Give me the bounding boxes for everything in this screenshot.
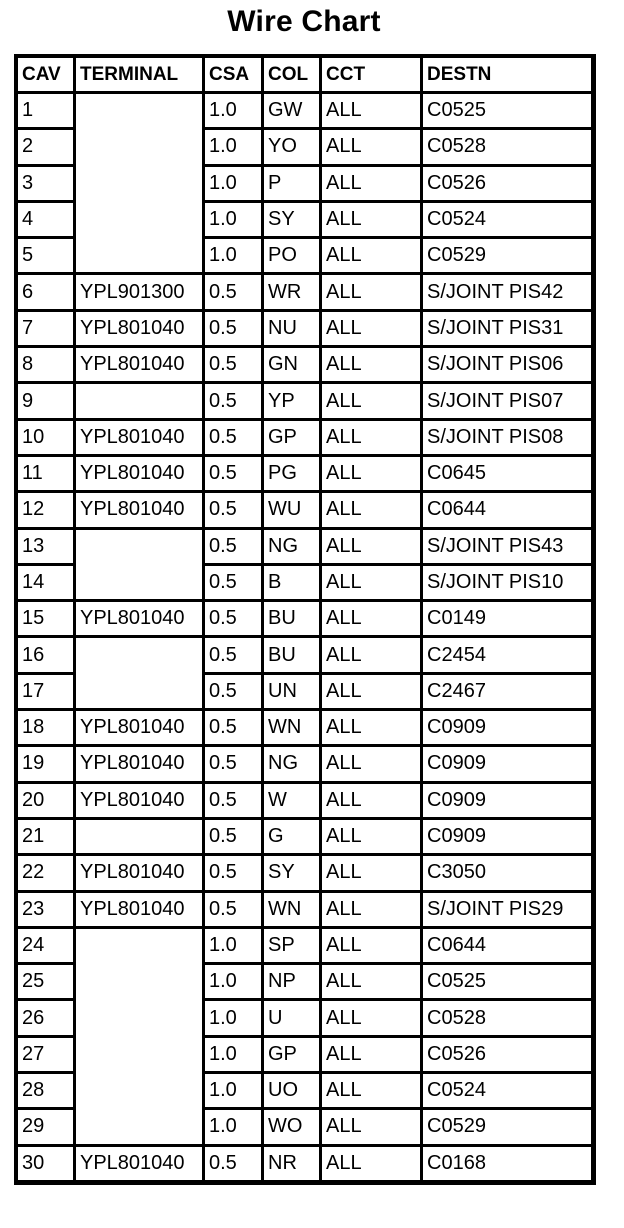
cell-destn: C0526 (422, 1037, 593, 1073)
cell-cct: ALL (321, 1073, 422, 1109)
cell-cav: 23 (17, 892, 75, 928)
table-row (17, 311, 593, 347)
cell-destn: C2454 (422, 637, 593, 673)
cell-destn: S/JOINT PIS42 (422, 274, 593, 310)
cell-terminal: YPL801040 (75, 311, 204, 347)
cell-cct: ALL (321, 855, 422, 891)
page-title: Wire Chart (227, 5, 381, 38)
cell-terminal: YPL801040 (75, 420, 204, 456)
cell-col: YO (263, 129, 321, 165)
cell-csa: 0.5 (204, 456, 263, 492)
cell-cav: 8 (17, 347, 75, 383)
header-terminal: TERMINAL (75, 57, 204, 93)
cell-destn: C0524 (422, 1073, 593, 1109)
cell-cct: ALL (321, 166, 422, 202)
cell-csa: 0.5 (204, 311, 263, 347)
cell-col: PO (263, 238, 321, 274)
cell-terminal (75, 928, 204, 1146)
cell-destn: C0524 (422, 202, 593, 238)
table-row (17, 783, 593, 819)
header-cav: CAV (17, 57, 75, 93)
cell-cav: 10 (17, 420, 75, 456)
cell-terminal: YPL801040 (75, 492, 204, 528)
cell-col: WN (263, 710, 321, 746)
cell-destn: C0528 (422, 129, 593, 165)
cell-cav: 26 (17, 1000, 75, 1036)
cell-terminal (75, 529, 204, 602)
cell-col: W (263, 783, 321, 819)
cell-cav: 9 (17, 383, 75, 419)
cell-terminal: YPL801040 (75, 456, 204, 492)
cell-csa: 0.5 (204, 819, 263, 855)
cell-col: P (263, 166, 321, 202)
cell-cct: ALL (321, 964, 422, 1000)
cell-cct: ALL (321, 383, 422, 419)
cell-col: G (263, 819, 321, 855)
cell-col: B (263, 565, 321, 601)
cell-col: NR (263, 1146, 321, 1182)
table-row (17, 928, 593, 964)
cell-destn: S/JOINT PIS29 (422, 892, 593, 928)
header-cct: CCT (321, 57, 422, 93)
cell-cav: 5 (17, 238, 75, 274)
cell-cav: 28 (17, 1073, 75, 1109)
table-row (17, 637, 593, 673)
cell-csa: 1.0 (204, 93, 263, 129)
cell-cct: ALL (321, 928, 422, 964)
cell-cct: ALL (321, 892, 422, 928)
cell-destn: C0526 (422, 166, 593, 202)
cell-col: GP (263, 420, 321, 456)
cell-cct: ALL (321, 93, 422, 129)
cell-cct: ALL (321, 819, 422, 855)
cell-col: U (263, 1000, 321, 1036)
cell-destn: C3050 (422, 855, 593, 891)
cell-csa: 0.5 (204, 565, 263, 601)
table-row (17, 819, 593, 855)
cell-cct: ALL (321, 274, 422, 310)
cell-col: NU (263, 311, 321, 347)
cell-terminal: YPL801040 (75, 601, 204, 637)
cell-destn: S/JOINT PIS10 (422, 565, 593, 601)
cell-cct: ALL (321, 1109, 422, 1145)
cell-csa: 0.5 (204, 637, 263, 673)
cell-cav: 24 (17, 928, 75, 964)
cell-terminal: YPL801040 (75, 1146, 204, 1182)
cell-terminal: YPL801040 (75, 892, 204, 928)
cell-cav: 29 (17, 1109, 75, 1145)
cell-destn: C0528 (422, 1000, 593, 1036)
cell-csa: 1.0 (204, 129, 263, 165)
cell-csa: 0.5 (204, 529, 263, 565)
cell-terminal (75, 383, 204, 419)
cell-csa: 0.5 (204, 347, 263, 383)
cell-cav: 11 (17, 456, 75, 492)
cell-cav: 3 (17, 166, 75, 202)
cell-col: NG (263, 529, 321, 565)
cell-cct: ALL (321, 1037, 422, 1073)
cell-destn: S/JOINT PIS43 (422, 529, 593, 565)
cell-cct: ALL (321, 202, 422, 238)
cell-cct: ALL (321, 674, 422, 710)
cell-cav: 21 (17, 819, 75, 855)
cell-cct: ALL (321, 783, 422, 819)
cell-col: PG (263, 456, 321, 492)
cell-csa: 1.0 (204, 166, 263, 202)
cell-col: GN (263, 347, 321, 383)
cell-terminal: YPL801040 (75, 710, 204, 746)
header-row (17, 57, 593, 93)
cell-cct: ALL (321, 529, 422, 565)
cell-destn: C0909 (422, 819, 593, 855)
cell-cct: ALL (321, 129, 422, 165)
cell-destn: S/JOINT PIS31 (422, 311, 593, 347)
cell-cav: 7 (17, 311, 75, 347)
cell-destn: C0909 (422, 710, 593, 746)
cell-col: WR (263, 274, 321, 310)
cell-csa: 0.5 (204, 492, 263, 528)
cell-cav: 2 (17, 129, 75, 165)
cell-col: UO (263, 1073, 321, 1109)
cell-col: NG (263, 746, 321, 782)
cell-cav: 13 (17, 529, 75, 565)
cell-csa: 0.5 (204, 855, 263, 891)
header-col: COL (263, 57, 321, 93)
table-row (17, 529, 593, 565)
header-csa: CSA (204, 57, 263, 93)
cell-cct: ALL (321, 710, 422, 746)
cell-csa: 1.0 (204, 1000, 263, 1036)
table-row (17, 456, 593, 492)
wire-chart-table (14, 54, 596, 1185)
cell-destn: C0525 (422, 964, 593, 1000)
cell-cav: 15 (17, 601, 75, 637)
cell-cct: ALL (321, 1000, 422, 1036)
cell-csa: 0.5 (204, 1146, 263, 1182)
cell-cav: 18 (17, 710, 75, 746)
cell-terminal (75, 819, 204, 855)
cell-terminal: YPL801040 (75, 746, 204, 782)
table-row (17, 892, 593, 928)
cell-destn: C0168 (422, 1146, 593, 1182)
cell-csa: 1.0 (204, 202, 263, 238)
cell-cct: ALL (321, 347, 422, 383)
cell-cav: 16 (17, 637, 75, 673)
cell-col: YP (263, 383, 321, 419)
cell-cct: ALL (321, 492, 422, 528)
cell-destn: C0529 (422, 238, 593, 274)
cell-csa: 0.5 (204, 601, 263, 637)
cell-col: NP (263, 964, 321, 1000)
cell-cav: 4 (17, 202, 75, 238)
table-row (17, 710, 593, 746)
cell-cav: 25 (17, 964, 75, 1000)
cell-csa: 1.0 (204, 964, 263, 1000)
cell-col: BU (263, 637, 321, 673)
cell-csa: 0.5 (204, 892, 263, 928)
cell-csa: 0.5 (204, 420, 263, 456)
cell-cct: ALL (321, 746, 422, 782)
cell-csa: 0.5 (204, 783, 263, 819)
header-destn: DESTN (422, 57, 593, 93)
cell-destn: C0644 (422, 928, 593, 964)
cell-csa: 1.0 (204, 1073, 263, 1109)
cell-cct: ALL (321, 637, 422, 673)
cell-destn: C0909 (422, 783, 593, 819)
cell-col: SY (263, 855, 321, 891)
cell-cct: ALL (321, 311, 422, 347)
cell-cav: 19 (17, 746, 75, 782)
cell-cav: 14 (17, 565, 75, 601)
cell-cav: 30 (17, 1146, 75, 1182)
cell-terminal: YPL901300 (75, 274, 204, 310)
cell-terminal: YPL801040 (75, 783, 204, 819)
cell-col: WU (263, 492, 321, 528)
table-row (17, 746, 593, 782)
cell-col: SP (263, 928, 321, 964)
cell-cav: 12 (17, 492, 75, 528)
table-row (17, 274, 593, 310)
cell-col: UN (263, 674, 321, 710)
cell-cav: 22 (17, 855, 75, 891)
cell-csa: 0.5 (204, 274, 263, 310)
cell-cav: 6 (17, 274, 75, 310)
cell-destn: C0525 (422, 93, 593, 129)
table-row (17, 1146, 593, 1182)
cell-terminal: YPL801040 (75, 347, 204, 383)
table-row (17, 347, 593, 383)
cell-destn: S/JOINT PIS07 (422, 383, 593, 419)
cell-csa: 1.0 (204, 1109, 263, 1145)
cell-csa: 1.0 (204, 1037, 263, 1073)
cell-destn: C0644 (422, 492, 593, 528)
table-row (17, 492, 593, 528)
cell-cct: ALL (321, 1146, 422, 1182)
cell-cav: 20 (17, 783, 75, 819)
cell-destn: C0149 (422, 601, 593, 637)
cell-csa: 1.0 (204, 928, 263, 964)
table-row (17, 855, 593, 891)
cell-cct: ALL (321, 420, 422, 456)
cell-destn: C2467 (422, 674, 593, 710)
cell-csa: 0.5 (204, 383, 263, 419)
table-row (17, 601, 593, 637)
cell-cct: ALL (321, 456, 422, 492)
cell-terminal: YPL801040 (75, 855, 204, 891)
cell-col: SY (263, 202, 321, 238)
cell-cct: ALL (321, 238, 422, 274)
cell-csa: 0.5 (204, 674, 263, 710)
cell-col: BU (263, 601, 321, 637)
table-row (17, 420, 593, 456)
cell-cct: ALL (321, 565, 422, 601)
cell-terminal (75, 93, 204, 274)
cell-csa: 1.0 (204, 238, 263, 274)
cell-destn: S/JOINT PIS08 (422, 420, 593, 456)
cell-cav: 1 (17, 93, 75, 129)
cell-col: GW (263, 93, 321, 129)
cell-col: WN (263, 892, 321, 928)
cell-col: GP (263, 1037, 321, 1073)
cell-csa: 0.5 (204, 710, 263, 746)
table-row (17, 383, 593, 419)
table-row (17, 93, 593, 129)
cell-cct: ALL (321, 601, 422, 637)
cell-destn: C0909 (422, 746, 593, 782)
cell-col: WO (263, 1109, 321, 1145)
cell-csa: 0.5 (204, 746, 263, 782)
cell-destn: C0529 (422, 1109, 593, 1145)
cell-terminal (75, 637, 204, 710)
cell-cav: 17 (17, 674, 75, 710)
cell-destn: C0645 (422, 456, 593, 492)
cell-destn: S/JOINT PIS06 (422, 347, 593, 383)
cell-cav: 27 (17, 1037, 75, 1073)
